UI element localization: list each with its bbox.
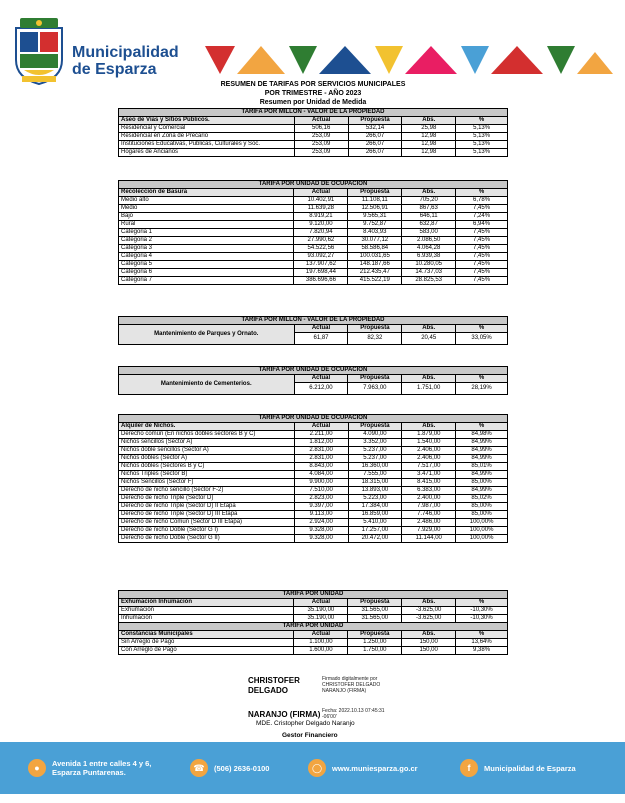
cell-pct: 7,45% xyxy=(456,253,508,261)
document-title xyxy=(118,80,508,107)
cell-abs: 7.746,00 xyxy=(402,511,456,519)
cell-pct: 84,99% xyxy=(456,447,508,455)
phone-text: (506) 2636-0100 xyxy=(214,763,270,773)
section-header: Alquiler de Nichos. xyxy=(119,423,295,431)
cell-abs: 646,11 xyxy=(402,213,456,221)
table-body xyxy=(119,125,508,157)
signature-name xyxy=(248,676,300,696)
cell-abs: 10.280,05 xyxy=(402,261,456,269)
row-label: Con Arreglo de Pago xyxy=(119,647,294,655)
cell-actual: 6.212,00 xyxy=(294,383,348,395)
table-row xyxy=(119,245,508,253)
cell-propuesta: 17.257,00 xyxy=(348,527,402,535)
cell-abs: 2.486,00 xyxy=(402,519,456,527)
cell-abs: 7.517,00 xyxy=(402,463,456,471)
section-header: Constancias Municipales xyxy=(119,631,294,639)
cell-propuesta: 18.315,00 xyxy=(348,479,402,487)
cell-abs: 25,98 xyxy=(402,125,456,133)
cell-actual: 11.639,28 xyxy=(294,205,348,213)
table-row xyxy=(119,511,508,519)
cell-actual: 54.522,56 xyxy=(294,245,348,253)
row-label: Medio alto xyxy=(119,197,294,205)
row-label: Derecho de nicho Triple (Sector D) xyxy=(119,495,295,503)
cell-pct: -10,30% xyxy=(456,607,508,615)
cell-actual: 35.190,00 xyxy=(294,607,348,615)
cell-abs: 705,20 xyxy=(402,197,456,205)
col-propuesta: Propuesta xyxy=(348,325,402,333)
cell-abs: 632,87 xyxy=(402,221,456,229)
col-pct: % xyxy=(456,599,508,607)
phone-icon: ☎ xyxy=(190,759,208,777)
cell-actual: 386.696,66 xyxy=(294,277,348,285)
cell-abs: -3.625,00 xyxy=(402,615,456,623)
table-row xyxy=(119,125,508,133)
table-band: TARIFA POR UNIDAD DE OCUPACION xyxy=(119,181,508,189)
cell-actual: 9.397,00 xyxy=(294,503,348,511)
facebook-text[interactable]: Municipalidad de Esparza xyxy=(484,763,576,773)
table-row xyxy=(119,229,508,237)
row-label: Nichos dobles (Sector A) xyxy=(119,455,295,463)
cell-propuesta: 266,07 xyxy=(348,149,402,157)
location-pin-icon: ● xyxy=(28,759,46,777)
cell-propuesta: 17.384,00 xyxy=(348,503,402,511)
cell-propuesta: 5.237,00 xyxy=(348,447,402,455)
table-row xyxy=(119,447,508,455)
cell-pct: 7,45% xyxy=(456,277,508,285)
col-abs: Abs. xyxy=(402,117,456,125)
cell-pct: 85,00% xyxy=(456,511,508,519)
row-label: Categoria 3 xyxy=(119,245,294,253)
cell-actual: 9.120,00 xyxy=(294,221,348,229)
row-label: Nichos doble sencillos (Sector A) xyxy=(119,447,295,455)
signature-name-line-1: CHRISTOFER xyxy=(248,676,300,685)
row-label: Derecho de nicho Doble (Sector G I) xyxy=(119,527,295,535)
row-label: Categoria 5 xyxy=(119,261,294,269)
brand-line-2: de Esparza xyxy=(72,61,157,78)
cell-actual: 197.698,44 xyxy=(294,269,348,277)
cell-actual: 253,09 xyxy=(294,141,348,149)
table-body xyxy=(119,639,508,655)
page-footer xyxy=(0,742,625,794)
cell-actual: 2.924,00 xyxy=(294,519,348,527)
cell-propuesta: 5.237,00 xyxy=(348,455,402,463)
decorative-stripes-icon xyxy=(205,42,615,78)
col-actual: Actual xyxy=(294,325,348,333)
row-label: Categoria 2 xyxy=(119,237,294,245)
cell-actual: 9.328,00 xyxy=(294,535,348,543)
cell-pct: 13,64% xyxy=(456,639,508,647)
cell-abs: 150,00 xyxy=(402,647,456,655)
table-parques-ornato xyxy=(118,316,508,345)
table-recoleccion-basura xyxy=(118,180,508,285)
cell-pct: 84,99% xyxy=(456,471,508,479)
table-band: TARIFA POR MILLON - VALOR DE LA PROPIEDAD xyxy=(119,317,508,325)
cell-pct: 6,78% xyxy=(456,197,508,205)
cell-propuesta: 8.403,93 xyxy=(348,229,402,237)
table-band: TARIFA POR UNIDAD xyxy=(119,591,508,599)
row-label: Nichos Triples (Sector B) xyxy=(119,471,295,479)
address-line-1: Avenida 1 entre calles 4 y 6, xyxy=(52,759,152,768)
row-label: Medio xyxy=(119,205,294,213)
col-actual: Actual xyxy=(294,189,348,197)
col-actual: Actual xyxy=(294,423,348,431)
section-header: Mantenimiento de Cementerios. xyxy=(119,375,295,395)
cell-propuesta: 30.077,12 xyxy=(348,237,402,245)
cell-propuesta: 82,32 xyxy=(348,333,402,345)
cell-propuesta: 415.522,19 xyxy=(348,277,402,285)
table-row xyxy=(119,615,508,623)
web-text[interactable]: www.muniesparza.go.cr xyxy=(332,763,418,773)
cell-propuesta: 11.108,11 xyxy=(348,197,402,205)
cell-propuesta: 266,07 xyxy=(348,133,402,141)
col-propuesta: Propuesta xyxy=(348,423,402,431)
table-row xyxy=(119,213,508,221)
row-label: Nichos sencillos (Sector A) xyxy=(119,439,295,447)
table-row xyxy=(119,149,508,157)
table-band: TARIFA POR UNIDAD DE OCUPACION xyxy=(119,415,508,423)
table-band: TARIFA POR UNIDAD xyxy=(119,623,508,631)
row-label: Derecho de nicho Doble (Sector G II) xyxy=(119,535,295,543)
row-label: Derecho de nicho Comun (Sector D III Etapa) xyxy=(119,519,295,527)
col-pct: % xyxy=(456,375,508,383)
cell-abs: 1.751,00 xyxy=(402,383,456,395)
cell-pct: 84,99% xyxy=(456,439,508,447)
row-label: Nichos Sencillos (Sector F) xyxy=(119,479,295,487)
signed-line-2: CHRISTOFER DELGADO xyxy=(322,682,381,688)
row-label: Categoria 6 xyxy=(119,269,294,277)
col-pct: % xyxy=(456,423,508,431)
cell-actual: 9.328,00 xyxy=(294,527,348,535)
cell-pct: 100,00% xyxy=(456,535,508,543)
table-row xyxy=(119,471,508,479)
table-row xyxy=(119,431,508,439)
row-label: Residencial en Zona de Precario xyxy=(119,133,295,141)
cell-pct: 85,02% xyxy=(456,495,508,503)
cell-abs: 14.737,03 xyxy=(402,269,456,277)
cell-abs: 867,63 xyxy=(402,205,456,213)
row-label: Derecho de nicho Triple (Sector D) III Etapa xyxy=(119,511,295,519)
row-label: Instituciones Educativas, Publicas, Culturales y Soc. xyxy=(119,141,295,149)
cell-actual: 4.084,00 xyxy=(294,471,348,479)
date-line-2: -06'00' xyxy=(322,714,337,720)
col-abs: Abs. xyxy=(402,423,456,431)
signed-line-1: Firmado digitalmente por xyxy=(322,676,378,682)
cell-abs: 6.939,38 xyxy=(402,253,456,261)
cell-pct: 6,94% xyxy=(456,221,508,229)
cell-abs: 3.471,00 xyxy=(402,471,456,479)
row-label: Rural xyxy=(119,221,294,229)
cell-actual: 9.113,00 xyxy=(294,511,348,519)
col-pct: % xyxy=(456,189,508,197)
cell-pct: 5,13% xyxy=(456,149,508,157)
cell-abs: 6.383,00 xyxy=(402,487,456,495)
cell-pct: 5,13% xyxy=(456,133,508,141)
municipal-seal-logo xyxy=(12,14,66,86)
cell-abs: 1.540,00 xyxy=(402,439,456,447)
cell-propuesta: 9.752,87 xyxy=(348,221,402,229)
cell-actual: 2.831,00 xyxy=(294,447,348,455)
cell-abs: 28.825,53 xyxy=(402,277,456,285)
col-propuesta: Propuesta xyxy=(348,631,402,639)
cell-propuesta: 9.565,31 xyxy=(348,213,402,221)
cell-actual: 1.812,00 xyxy=(294,439,348,447)
cell-actual: 2.823,00 xyxy=(294,495,348,503)
cell-pct: 5,13% xyxy=(456,125,508,133)
cell-pct: 84,99% xyxy=(456,455,508,463)
cell-abs: 2.086,50 xyxy=(402,237,456,245)
col-abs: Abs. xyxy=(402,325,456,333)
table-row xyxy=(119,495,508,503)
cell-pct: -10,30% xyxy=(456,615,508,623)
section-header: Aseo de Vías y Sitios Públicos. xyxy=(119,117,295,125)
cell-abs: 2.400,00 xyxy=(402,495,456,503)
cell-propuesta: 16.859,00 xyxy=(348,511,402,519)
row-label: Exhumación xyxy=(119,607,294,615)
col-pct: % xyxy=(456,631,508,639)
cell-actual: 253,09 xyxy=(294,149,348,157)
table-row xyxy=(119,463,508,471)
col-abs: Abs. xyxy=(402,189,456,197)
table-body xyxy=(119,607,508,623)
cell-propuesta: 4.090,00 xyxy=(348,431,402,439)
cell-pct: 85,00% xyxy=(456,503,508,511)
cell-pct: 84,99% xyxy=(456,487,508,495)
cell-abs: 11.144,00 xyxy=(402,535,456,543)
cell-abs: 2.406,00 xyxy=(402,447,456,455)
table-row xyxy=(119,503,508,511)
digital-signature-note xyxy=(322,676,380,694)
table-aseo-vias xyxy=(118,108,508,157)
table-row xyxy=(119,527,508,535)
table-row xyxy=(119,647,508,655)
cell-propuesta: 266,07 xyxy=(348,141,402,149)
cell-pct: 7,24% xyxy=(456,213,508,221)
cell-propuesta: 3.352,00 xyxy=(348,439,402,447)
cell-pct: 85,01% xyxy=(456,463,508,471)
cell-propuesta: 1.250,00 xyxy=(348,639,402,647)
row-label: Sin Arreglo de Pago xyxy=(119,639,294,647)
cell-actual: 10.402,91 xyxy=(294,197,348,205)
cell-actual: 7.820,94 xyxy=(294,229,348,237)
footer-facebook[interactable] xyxy=(460,742,576,794)
col-actual: Actual xyxy=(294,599,348,607)
cell-actual: 61,87 xyxy=(294,333,348,345)
title-line-2: POR TRIMESTRE - AÑO 2023 xyxy=(264,90,362,97)
table-row xyxy=(119,237,508,245)
table-band: TARIFA POR UNIDAD DE OCUPACION xyxy=(119,367,508,375)
signatory-mde: MDE. Cristopher Delgado Naranjo xyxy=(256,720,355,727)
cell-pct: 7,45% xyxy=(456,269,508,277)
section-header: Exhumación Inhumación xyxy=(119,599,294,607)
footer-address xyxy=(28,742,151,794)
cell-propuesta: 1.750,00 xyxy=(348,647,402,655)
cell-actual: 27.990,62 xyxy=(294,237,348,245)
address-line-2: Esparza Puntarenas. xyxy=(52,768,126,777)
table-row xyxy=(119,639,508,647)
col-actual: Actual xyxy=(294,117,348,125)
cell-propuesta: 5.223,00 xyxy=(348,495,402,503)
cell-pct: 7,45% xyxy=(456,261,508,269)
cell-abs: 2.406,00 xyxy=(402,455,456,463)
cell-propuesta: 16.360,00 xyxy=(348,463,402,471)
table-row xyxy=(119,269,508,277)
address-text xyxy=(52,759,151,777)
cell-abs: 150,00 xyxy=(402,639,456,647)
col-pct: % xyxy=(456,117,508,125)
row-label: Bajo xyxy=(119,213,294,221)
cell-pct: 33,05% xyxy=(456,333,508,345)
cell-actual: 8.919,21 xyxy=(294,213,348,221)
row-label: Categoria 4 xyxy=(119,253,294,261)
table-alquiler-nichos xyxy=(118,414,508,543)
cell-pct: 9,38% xyxy=(456,647,508,655)
section-header: Recolección de Basura xyxy=(119,189,294,197)
row-label: Residencial y Comercial xyxy=(119,125,295,133)
cell-abs: 12,98 xyxy=(402,133,456,141)
table-row xyxy=(119,141,508,149)
col-abs: Abs. xyxy=(402,599,456,607)
col-abs: Abs. xyxy=(402,631,456,639)
table-row xyxy=(119,133,508,141)
cell-actual: 1.600,00 xyxy=(294,647,348,655)
col-actual: Actual xyxy=(294,631,348,639)
cell-propuesta: 20.472,00 xyxy=(348,535,402,543)
cell-abs: 20,45 xyxy=(402,333,456,345)
cell-propuesta: 13.893,00 xyxy=(348,487,402,495)
cell-actual: 506,16 xyxy=(294,125,348,133)
cell-pct: 7,45% xyxy=(456,245,508,253)
footer-phone xyxy=(190,742,269,794)
cell-abs: 4.064,28 xyxy=(402,245,456,253)
cell-actual: 2.831,00 xyxy=(294,455,348,463)
row-label: Categoria 7 xyxy=(119,277,294,285)
table-row xyxy=(119,519,508,527)
cell-abs: 583,00 xyxy=(402,229,456,237)
cell-abs: 1.879,00 xyxy=(402,431,456,439)
row-label: Inhumación xyxy=(119,615,294,623)
col-propuesta: Propuesta xyxy=(348,117,402,125)
cell-abs: -3.625,00 xyxy=(402,607,456,615)
col-abs: Abs. xyxy=(402,375,456,383)
footer-web[interactable] xyxy=(308,742,418,794)
table-row xyxy=(119,487,508,495)
cell-actual: 8.843,00 xyxy=(294,463,348,471)
cell-propuesta: 31.565,00 xyxy=(348,607,402,615)
cell-propuesta: 148.187,66 xyxy=(348,261,402,269)
table-body xyxy=(119,431,508,543)
cell-pct: 7,45% xyxy=(456,237,508,245)
table-row xyxy=(119,439,508,447)
cell-propuesta: 5.410,00 xyxy=(348,519,402,527)
section-header: Mantenimiento de Parques y Ornato. xyxy=(119,325,295,345)
table-cementerios xyxy=(118,366,508,395)
cell-actual: 7.510,00 xyxy=(294,487,348,495)
table-row xyxy=(119,197,508,205)
col-propuesta: Propuesta xyxy=(348,189,402,197)
cell-abs: 7.929,00 xyxy=(402,527,456,535)
table-row xyxy=(119,205,508,213)
table-row xyxy=(119,607,508,615)
col-propuesta: Propuesta xyxy=(348,599,402,607)
cell-propuesta: 7.555,00 xyxy=(348,471,402,479)
facebook-icon: f xyxy=(460,759,478,777)
cell-pct: 5,13% xyxy=(456,141,508,149)
title-line-3: Resumen por Unidad de Medida xyxy=(259,99,367,106)
cell-propuesta: 7.963,00 xyxy=(348,383,402,395)
table-band: TARIFA POR MILLON - VALOR DE LA PROPIEDAD xyxy=(119,109,508,117)
col-actual: Actual xyxy=(294,375,348,383)
cell-abs: 12,98 xyxy=(402,141,456,149)
cell-pct: 7,45% xyxy=(456,229,508,237)
cell-actual: 1.100,00 xyxy=(294,639,348,647)
row-label: Hogares de Ancianos xyxy=(119,149,295,157)
signatory-role: Gestor Financiero xyxy=(282,732,338,739)
table-exhumacion-constancias xyxy=(118,590,508,655)
row-label: Derecho común (En nichos dobles sectores B y C) xyxy=(119,431,295,439)
cell-propuesta: 212.435,47 xyxy=(348,269,402,277)
table-row xyxy=(119,253,508,261)
globe-icon: ◯ xyxy=(308,759,326,777)
cell-abs: 7.987,00 xyxy=(402,503,456,511)
col-propuesta: Propuesta xyxy=(348,375,402,383)
signed-line-3: NARANJO (FIRMA) xyxy=(322,688,367,694)
col-pct: % xyxy=(456,325,508,333)
cell-actual: 2.211,00 xyxy=(294,431,348,439)
table-row xyxy=(119,277,508,285)
cell-pct: 100,00% xyxy=(456,527,508,535)
row-label: Nichos dobles (Sectores B y C) xyxy=(119,463,295,471)
cell-propuesta: 12.506,91 xyxy=(348,205,402,213)
table-row xyxy=(119,455,508,463)
table-row xyxy=(119,479,508,487)
cell-abs: 8.415,00 xyxy=(402,479,456,487)
cell-pct: 84,98% xyxy=(456,431,508,439)
cell-pct: 7,45% xyxy=(456,205,508,213)
table-row xyxy=(119,221,508,229)
cell-actual: 253,09 xyxy=(294,133,348,141)
cell-actual: 137.907,62 xyxy=(294,261,348,269)
cell-pct: 100,00% xyxy=(456,519,508,527)
signature-name-line-2: DELGADO xyxy=(248,686,288,695)
table-row xyxy=(119,261,508,269)
brand-line-1: Municipalidad xyxy=(72,44,179,61)
table-row xyxy=(119,535,508,543)
date-line-1: Fecha: 2022.10.13 07:45:31 xyxy=(322,708,385,714)
cell-propuesta: 31.565,00 xyxy=(348,615,402,623)
cell-propuesta: 58.586,84 xyxy=(348,245,402,253)
brand-name xyxy=(72,44,179,78)
cell-propuesta: 100.031,65 xyxy=(348,253,402,261)
signature-date xyxy=(322,708,385,720)
row-label: Categoria 1 xyxy=(119,229,294,237)
cell-pct: 85,00% xyxy=(456,479,508,487)
title-line-1: RESUMEN DE TARIFAS POR SERVICIOS MUNICIPALES xyxy=(220,81,406,88)
cell-propuesta: 532,14 xyxy=(348,125,402,133)
cell-abs: 12,98 xyxy=(402,149,456,157)
cell-actual: 9.900,00 xyxy=(294,479,348,487)
cell-actual: 93.092,27 xyxy=(294,253,348,261)
signature-name-line-3: NARANJO (FIRMA) xyxy=(248,710,321,719)
cell-actual: 35.190,00 xyxy=(294,615,348,623)
row-label: Derecho de nicho sencillo (Sector F-2) xyxy=(119,487,295,495)
table-body xyxy=(119,197,508,285)
cell-pct: 28,19% xyxy=(456,383,508,395)
row-label: Derecho de nicho Triple (Sector D) II Etapa xyxy=(119,503,295,511)
